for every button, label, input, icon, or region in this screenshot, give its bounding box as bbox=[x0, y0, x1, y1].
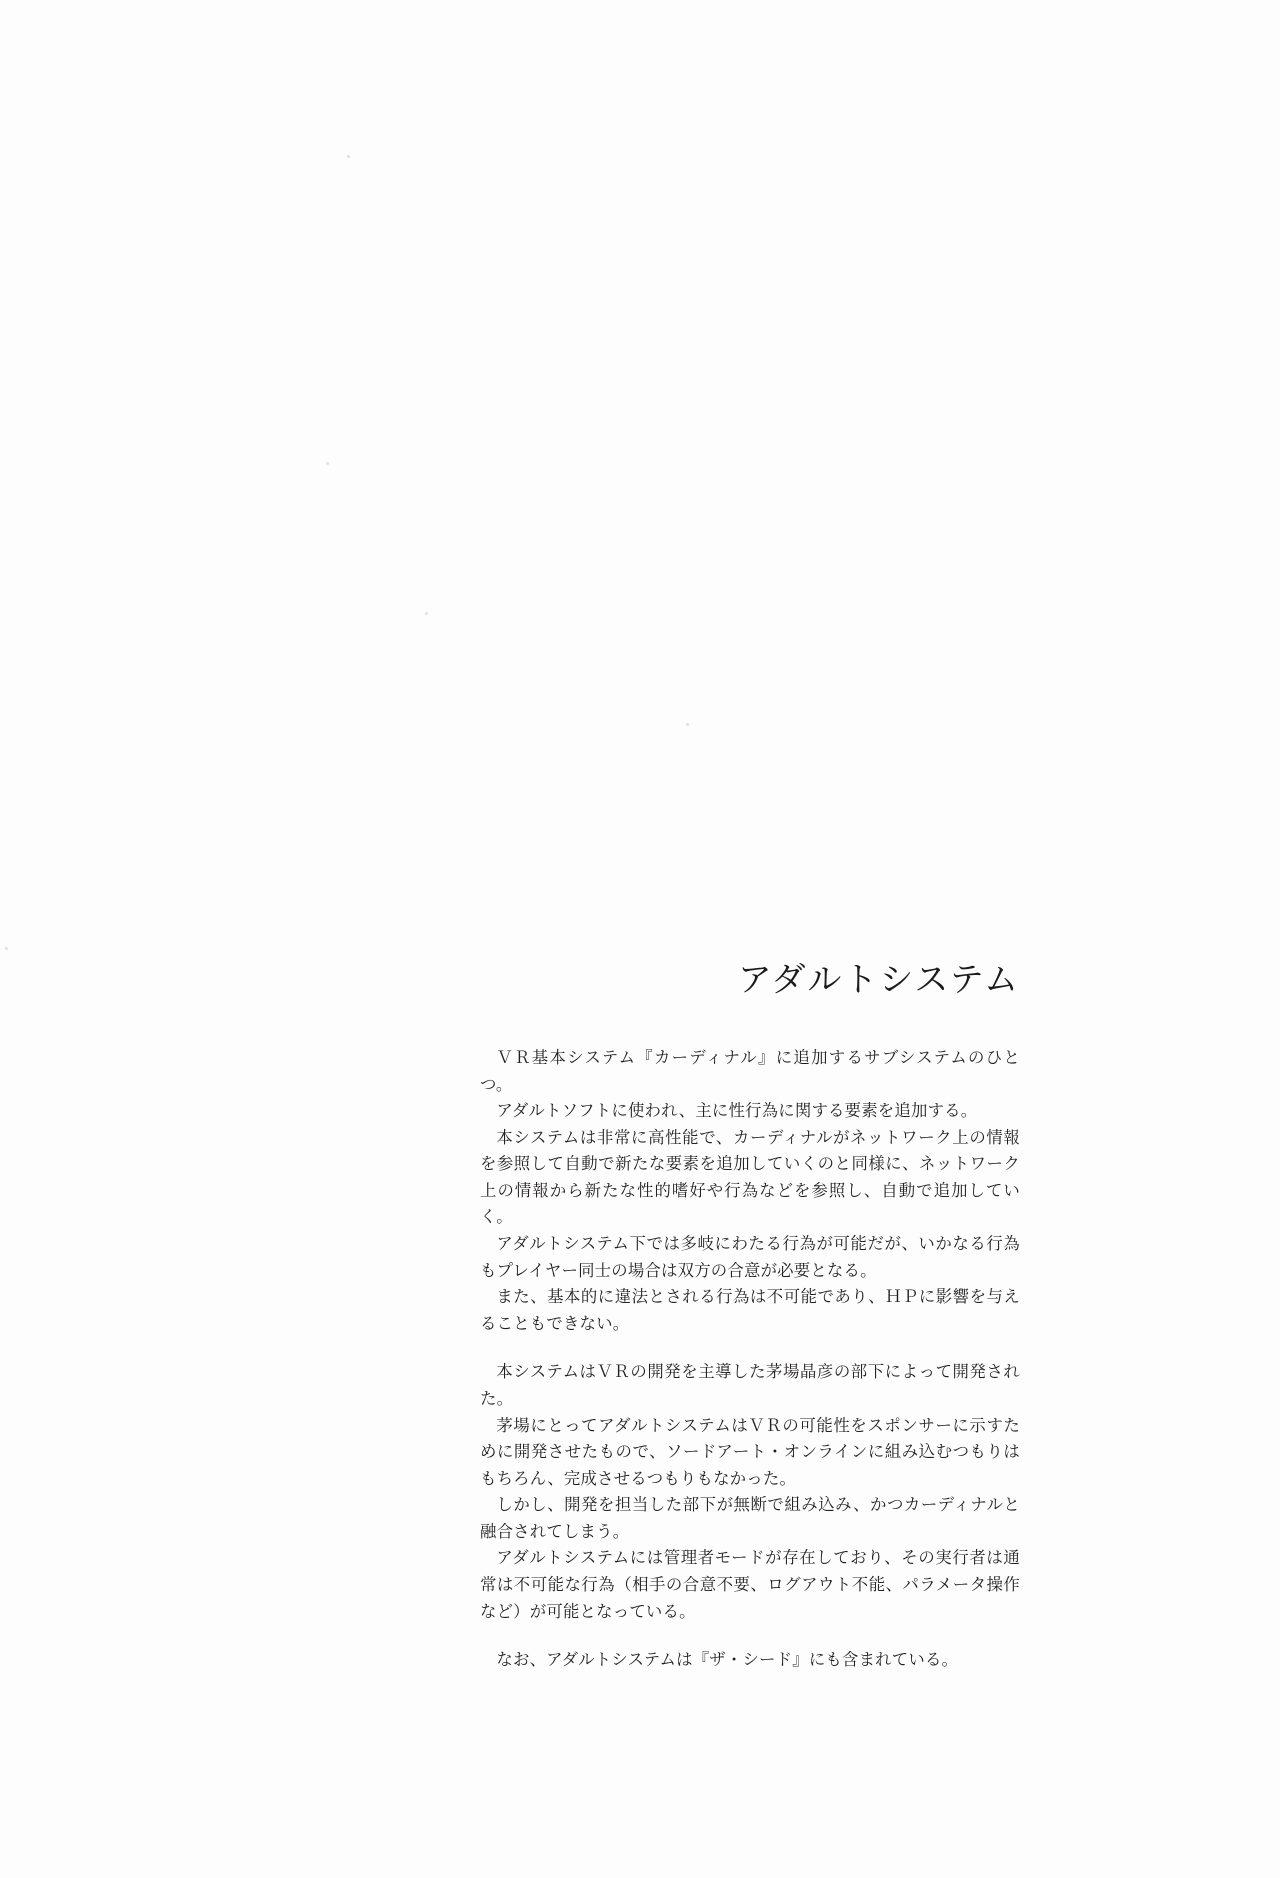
paragraph: 本システムは非常に高性能で、カーディナルがネットワーク上の情報を参照して自動で新たな要素を追加していくのと同様に、ネットワーク上の情報から新たな性的嗜好や行為などを参照し、自動で追加していく。 bbox=[480, 1127, 1020, 1227]
section-divider bbox=[480, 1625, 1020, 1647]
section-divider bbox=[480, 1337, 1020, 1359]
section-overview bbox=[480, 1045, 1020, 1337]
paragraph: アダルトシステム下では多岐にわたる行為が可能だが、いかなる行為もプレイヤー同士の場合は双方の合意が必要となる。 bbox=[480, 1234, 1020, 1280]
page-speck bbox=[686, 723, 689, 726]
page-speck bbox=[5, 947, 8, 950]
page-speck bbox=[326, 462, 329, 465]
paragraph: 本システムはＶＲの開発を主導した茅場晶彦の部下によって開発された。 bbox=[480, 1362, 1020, 1408]
paragraph: アダルトシステムには管理者モードが存在しており、その実行者は通常は不可能な行為（相手の合意不要、ログアウト不能、パラメータ操作など）が可能となっている。 bbox=[480, 1548, 1020, 1621]
section-note bbox=[480, 1647, 1020, 1674]
paragraph: なお、アダルトシステムは『ザ・シード』にも含まれている。 bbox=[496, 1650, 959, 1670]
paragraph: 茅場にとってアダルトシステムはＶＲの可能性をスポンサーに示すために開発させたもので、ソードアート・オンラインに組み込むつもりはもちろん、完成させるつもりもなかった。 bbox=[480, 1415, 1020, 1488]
page-title: アダルトシステム bbox=[737, 962, 1020, 999]
paragraph: ＶＲ基本システム『カーディナル』に追加するサブシステムのひとつ。 bbox=[480, 1048, 1020, 1094]
paragraph: しかし、開発を担当した部下が無断で組み込み、かつカーディナルと融合されてしまう。 bbox=[480, 1495, 1020, 1541]
document-body bbox=[480, 952, 1020, 1674]
paragraph: また、基本的に違法とされる行為は不可能であり、ＨＰに影響を与えることもできない。 bbox=[480, 1287, 1020, 1333]
page-speck bbox=[425, 612, 428, 615]
page-speck bbox=[347, 155, 350, 158]
section-development bbox=[480, 1359, 1020, 1625]
paragraph: アダルトソフトに使われ、主に性行為に関する要素を追加する。 bbox=[496, 1101, 978, 1121]
